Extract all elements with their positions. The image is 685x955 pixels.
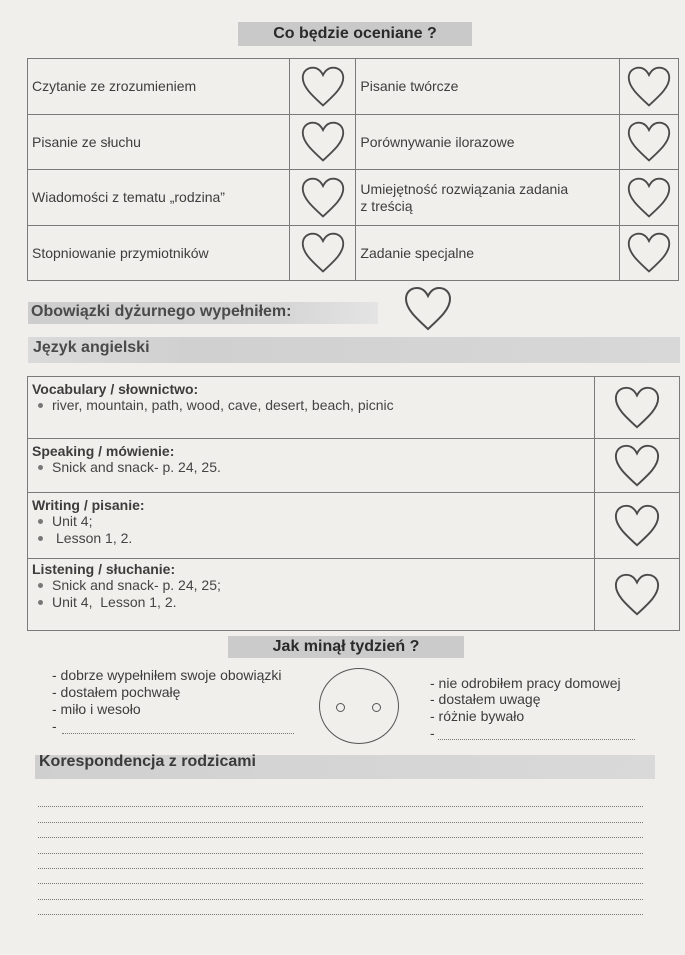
criterion-label: Czytanie ze zrozumieniem: [32, 78, 197, 94]
bullet-icon: [38, 600, 43, 605]
week-option-left: - dobrze wypełniłem swoje obowiązki: [52, 667, 282, 683]
writing-line[interactable]: [38, 868, 643, 869]
criterion-label: Umiejętność rozwiązania zadania z treścią: [360, 180, 569, 214]
assessment-table: [27, 58, 679, 281]
week-option-left: -: [52, 718, 57, 734]
section-title: Vocabulary / słownictwo:: [32, 381, 199, 397]
list-item: [32, 594, 594, 611]
duty-label: Obowiązki dyżurnego wypełniłem:: [31, 303, 292, 320]
list-item: [32, 530, 594, 547]
criterion-label: Wiadomości z tematu „rodzina”: [32, 189, 225, 205]
bullet-icon: [38, 519, 43, 524]
list-item-text: Unit 4, Lesson 1, 2.: [52, 594, 177, 610]
week-option-left: - miło i wesoło: [52, 701, 141, 717]
english-table: [27, 376, 680, 631]
bullet-icon: [38, 403, 43, 408]
face-eye-left: [336, 703, 345, 712]
blank-line[interactable]: [438, 739, 635, 740]
heart-icon[interactable]: [626, 176, 672, 220]
correspondence-title: Korespondencja z rodzicami: [39, 753, 256, 770]
table-row: [28, 59, 679, 115]
list-item-text: river, mountain, path, wood, cave, desert, beach, picnic: [52, 397, 394, 413]
heart-icon[interactable]: [300, 65, 346, 109]
face-icon[interactable]: [319, 668, 399, 744]
heart-icon[interactable]: [626, 231, 672, 275]
writing-line[interactable]: [38, 914, 643, 915]
section-title: Speaking / mówienie:: [32, 443, 175, 459]
english-title: Język angielski: [33, 339, 150, 356]
heart-icon[interactable]: [300, 176, 346, 220]
writing-line[interactable]: [38, 822, 643, 823]
heart-icon[interactable]: [613, 443, 661, 489]
section-title: Writing / pisanie:: [32, 497, 145, 513]
criterion-label: Zadanie specjalne: [360, 244, 475, 261]
heart-icon[interactable]: [613, 385, 661, 431]
face-eye-right: [372, 703, 381, 712]
page-title: Co będzie oceniane ?: [273, 25, 437, 42]
page-title-banner: [238, 22, 472, 46]
criterion-label: Porównywanie ilorazowe: [360, 133, 515, 150]
week-option-right: -: [430, 725, 435, 741]
table-row: [28, 226, 679, 281]
table-row: [28, 377, 680, 439]
table-row: [28, 115, 679, 170]
heart-icon[interactable]: [403, 285, 453, 333]
bullet-icon: [38, 583, 43, 588]
writing-line[interactable]: [38, 853, 643, 854]
criterion-label: Pisanie ze słuchu: [32, 133, 141, 150]
criterion-label: Pisanie twórcze: [360, 78, 459, 94]
list-item: [32, 459, 594, 476]
heart-icon[interactable]: [300, 231, 346, 275]
table-row: [28, 559, 680, 631]
heart-icon[interactable]: [613, 572, 661, 618]
list-item-text: Snick and snack- p. 24, 25;: [52, 577, 221, 593]
table-row: [28, 170, 679, 226]
heart-icon[interactable]: [613, 503, 661, 549]
list-item: [32, 513, 594, 530]
week-title: Jak minął tydzień ?: [272, 638, 420, 655]
list-item: [32, 397, 594, 414]
heart-icon[interactable]: [626, 120, 672, 164]
bullet-icon: [38, 465, 43, 470]
list-item-text: Unit 4;: [52, 513, 93, 529]
heart-icon[interactable]: [626, 65, 672, 109]
writing-line[interactable]: [38, 837, 643, 838]
blank-line[interactable]: [62, 733, 294, 734]
section-title: Listening / słuchanie:: [32, 561, 176, 577]
week-option-right: - nie odrobiłem pracy domowej: [430, 675, 621, 691]
writing-line[interactable]: [38, 899, 643, 900]
heart-icon[interactable]: [300, 120, 346, 164]
week-option-left: - dostałem pochwałę: [52, 684, 181, 700]
table-row: [28, 439, 680, 493]
list-item-text: Snick and snack- p. 24, 25.: [52, 459, 221, 475]
week-option-right: - dostałem uwagę: [430, 691, 541, 707]
list-item-text: Lesson 1, 2.: [56, 530, 133, 546]
writing-line[interactable]: [38, 806, 643, 807]
table-row: [28, 493, 680, 559]
bullet-icon: [38, 536, 43, 541]
week-option-right: - różnie bywało: [430, 708, 525, 724]
list-item: [32, 577, 594, 594]
week-title-banner: [228, 636, 464, 658]
criterion-label: Stopniowanie przymiotników: [32, 244, 209, 261]
writing-line[interactable]: [38, 883, 643, 884]
